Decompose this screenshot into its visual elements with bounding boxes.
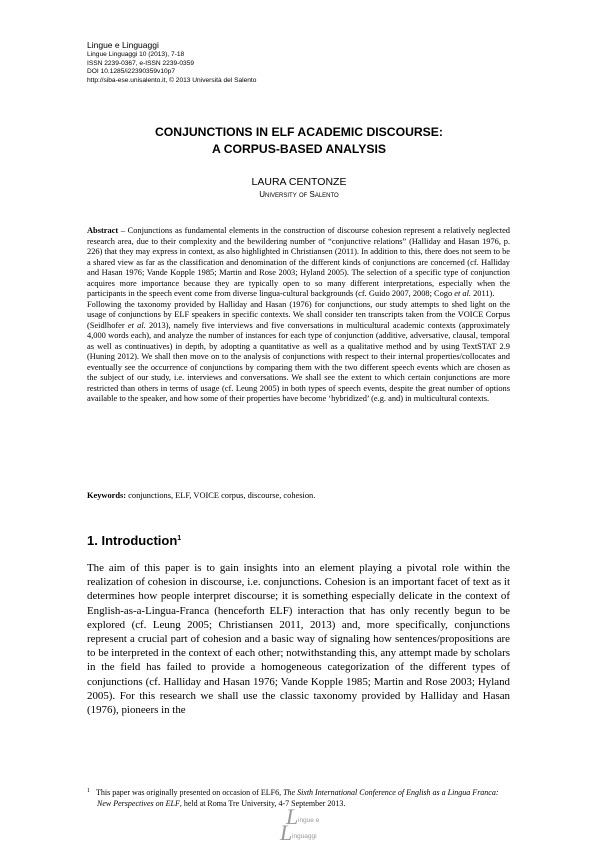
logo-letter-2: L: [280, 820, 293, 845]
journal-logo: [276, 806, 336, 846]
abstract-paragraph-2: [87, 300, 510, 405]
journal-name: Lingue e Linguaggi: [87, 40, 159, 50]
footnote-mark: 1: [87, 788, 90, 794]
keywords-text: conjunctions, ELF, VOICE corpus, discourse, cohesion.: [126, 491, 316, 500]
footnote-reference[interactable]: 1: [177, 535, 182, 542]
keywords-label: Keywords:: [87, 491, 127, 500]
keywords: [87, 491, 510, 502]
footnote-text-b: , held at Roma Tre University, 4-7 September 2013.: [179, 798, 346, 808]
title-line-1: CONJUNCTIONS IN ELF ACADEMIC DISCOURSE:: [155, 125, 443, 139]
section-heading-text: 1. Introduction: [87, 533, 178, 548]
abstract-etal-2: et al.: [127, 320, 146, 330]
journal-doi: DOI 10.1285/i22390359v10p7: [87, 68, 175, 76]
abstract-text-2a: Following the taxonomy provided by Halliday and Hasan (1976) for conjunctions, our study attempts to shed light on the usage of conjunctions by ELF speakers in specific contexts. We shall consider ten transcripts taken from the VOICE Corpus (Seidlhofer: [87, 299, 510, 330]
section-heading: [87, 533, 181, 548]
footnote-text-a: This paper was originally presented on occasion of ELF6,: [96, 788, 284, 797]
title-line-2: A CORPUS-BASED ANALYSIS: [211, 142, 387, 156]
author-name: LAURA CENTONZE: [251, 176, 347, 188]
journal-url: http://siba-ese.unisalento.it, © 2013 Università del Salento: [87, 76, 257, 84]
abstract-paragraph-1: [87, 226, 510, 300]
abstract-text-1b: 2011).: [471, 289, 495, 298]
abstract-text-2b: 2013), namely five interviews and five conversations in multicultural academic contexts (approximately 4,000 words each), and analyze the number of instances for each type of conjunction (additive, adversative, clausal, temporal as well as continuatives) in depth, by adopting a quantitative as well as a qualitative method and by using TextSTAT 2.9 (Huning 2012). We shall then move on to the analysis of conjunctions with respect to their internal properties/collocates and eventually see the occurrence of conjunctions by comparing them with the two different speech events which are chosen as the subject of our study, i.e. interviews and conversations. We shall see the extent to which certain conjunctions are more restricted than others in terms of usage (cf. Leung 2005) in both types of speech events, despite the great number of options available to the speaker, and how some of their properties have become ‘hybridized’ (e.g. and) in multicultural contexts.: [87, 320, 510, 403]
journal-issn: ISSN 2239-0367, e-ISSN 2239-0359: [87, 59, 195, 67]
logo-text-2: inguaggi: [292, 833, 317, 840]
body-paragraph: The aim of this paper is to gain insights into an element playing a pivotal role within the realization of cohesion in discourse, i.e. conjunctions. Cohesion is an important facet of text as it determines how people interpret discourse; it is something especially delicate in the context of English-as-a-Lingua-Franca (henceforth ELF) interaction that has only recently begun to be explored (cf. Leung 2005; Christiansen 2011, 2013) and, more specifically, conjunctions represent a crucial part of cohesion and a basic way of signaling how sentences/propositions are to be interpreted in the context of each other; notwithstanding this, any attempt made by scholars in the field has failed to provide a homogeneous categorization of the different types of conjunctions (cf. Halliday and Hasan 1976; Vande Kopple 1985; Martin and Rose 2003; Hyland 2005). For this research we shall use the classic taxonomy provided by Halliday and Hasan (1976), pioneers in the: [87, 562, 510, 717]
abstract: [87, 226, 510, 405]
logo-text-1: ingue e: [298, 817, 320, 824]
paper-title: [87, 124, 511, 158]
author-affiliation: University of Salento: [259, 190, 339, 199]
abstract-label: Abstract: [87, 226, 119, 235]
journal-header: [87, 40, 256, 85]
journal-issue: Lingue Linguaggi 10 (2013), 7-18: [87, 51, 185, 58]
abstract-text-1a: – Conjunctions as fundamental elements in the construction of discourse cohesion represent a relatively neglected research area, due to their complexity and the bewildering number of “conjunctive relations” (Halliday and Hasan 1976, p. 226) that they may express in context, as also highlighted in Christiansen (2011). In addition to this, there does not seem to be a shared view as far as the classification and denomination of the different kinds of conjunctions are concerned (cf. Halliday and Hasan 1976; Vande Kopple 1985; Martin and Rose 2003; Hyland 2005). The selection of a specific type of conjunction acquires more importance because they are typically open to so many different interpretations, especially when the participants in the speech event come from diverse lingua-cultural backgrounds (cf. Guido 2007, 2008; Cogo: [87, 226, 510, 298]
abstract-etal-1: et al.: [454, 289, 471, 298]
logo-letter-1: L: [286, 804, 299, 829]
footnote-text-italic: The Sixth International Conference of English as a Lingua Franca: New Perspectives on ELF: [97, 788, 499, 808]
